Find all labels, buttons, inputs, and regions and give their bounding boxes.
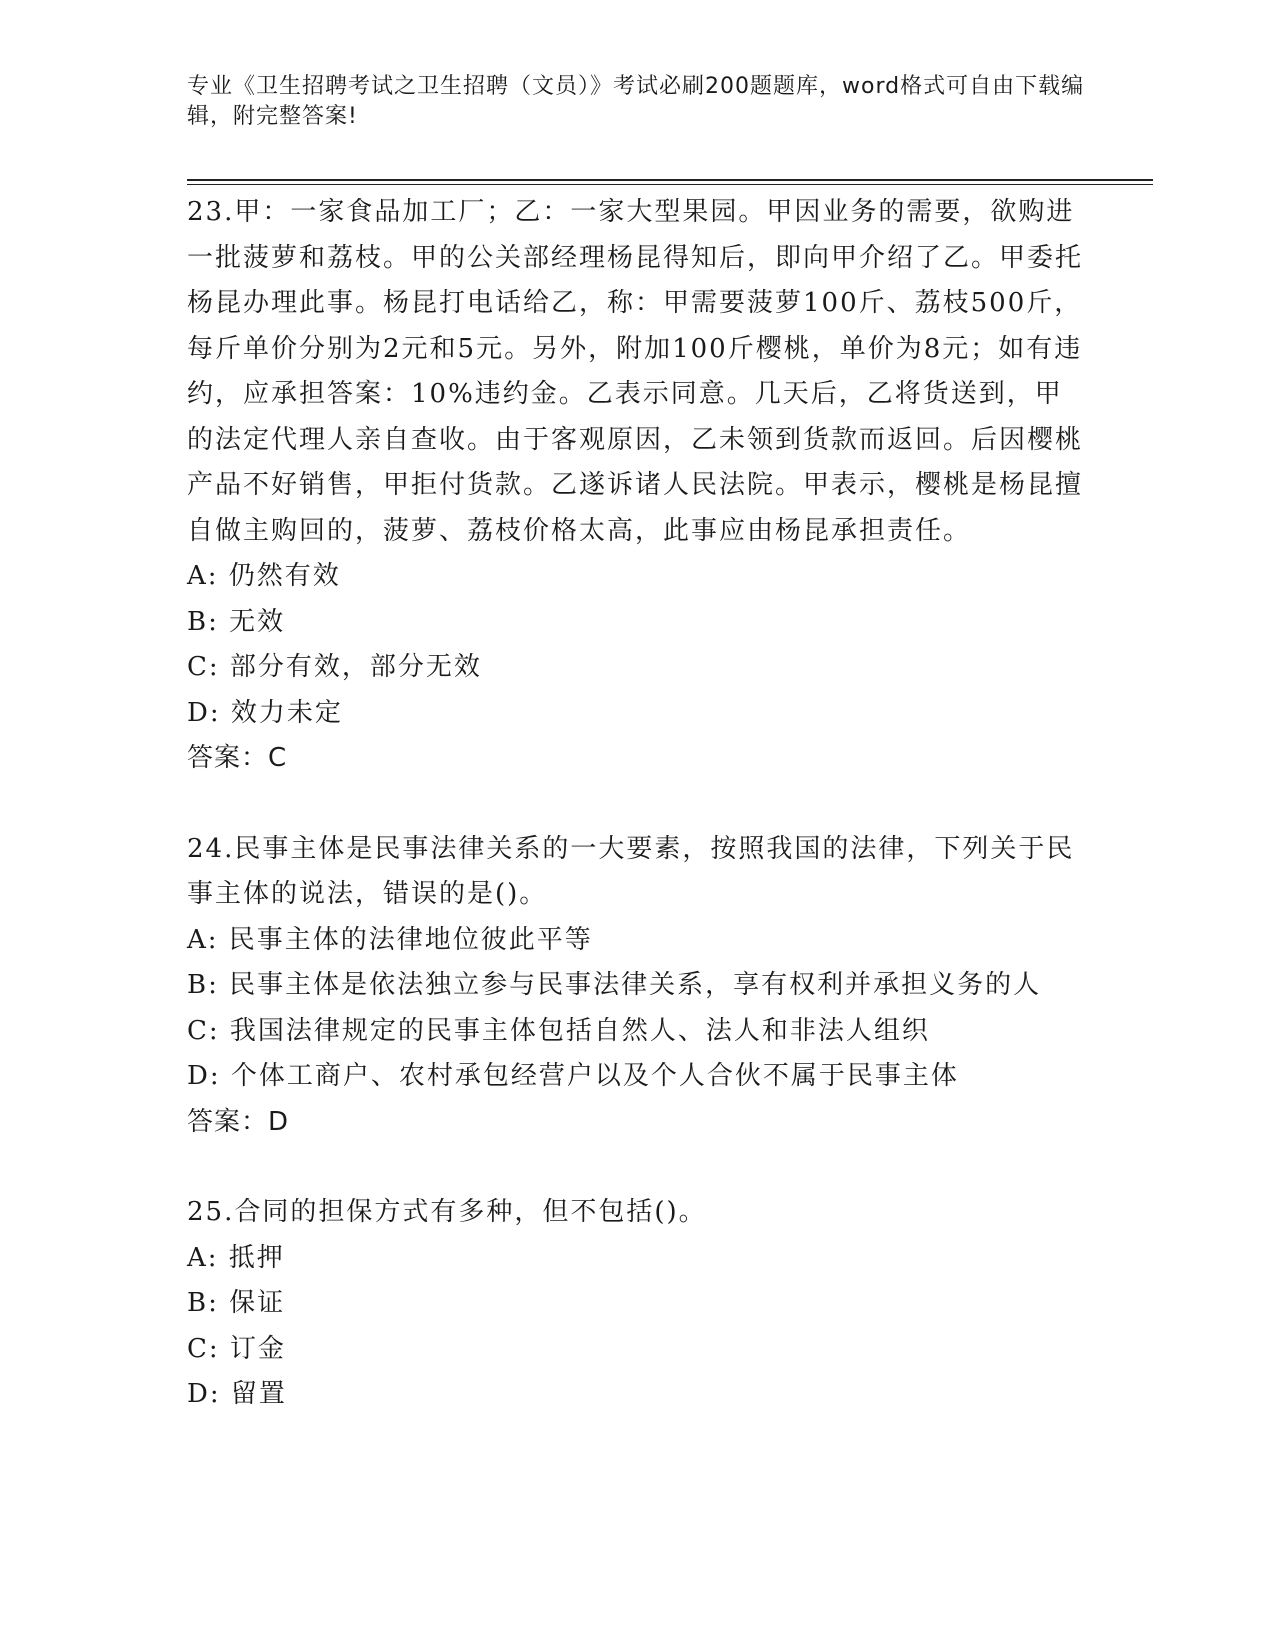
question-stem: 23.甲：一家食品加工厂；乙：一家大型果园。甲因业务的需要，欲购进一批菠萝和荔枝。甲的公关部经理杨昆得知后，即向甲介绍了乙。甲委托杨昆办理此事。杨昆打电话给乙，称：甲需要菠萝100斤、荔枝500斤，每斤单价分别为2元和5元。另外，附加100斤樱桃，单价为8元；如有违约，应承担答案：10%违约金。乙表示同意。几天后，乙将货送到，甲的法定代理人亲自查收。由于客观原因，乙未领到货款而返回。后因樱桃产品不好销售，甲拒付货款。乙遂诉诸人民法院。甲表示，樱桃是杨昆擅自做主购回的，菠萝、荔枝价格太高，此事应由杨昆承担责任。 <box>187 197 1084 546</box>
option-a: A: 民事主体的法律地位彼此平等 <box>187 924 593 955</box>
question-stem: 25.合同的担保方式有多种，但不包括()。 <box>187 1197 707 1227</box>
question-24 <box>187 827 1087 1146</box>
option-b: B: 民事主体是依法独立参与民事法律关系，享有权利并承担义务的人 <box>187 970 1042 1000</box>
option-d: D: 留置 <box>187 1379 287 1409</box>
option-c: C: 我国法律规定的民事主体包括自然人、法人和非法人组织 <box>187 1015 930 1046</box>
answer-line: 答案：C <box>187 743 288 773</box>
option-d: D: 个体工商户、农村承包经营户以及个人合伙不属于民事主体 <box>187 1061 959 1091</box>
answer-line: 答案：D <box>187 1106 290 1137</box>
document-header: 专业《卫生招聘考试之卫生招聘（文员）》考试必刷200题题库，word格式可自由下载编辑，附完整答案! <box>187 74 1085 129</box>
option-b: B: 无效 <box>187 606 286 637</box>
question-25 <box>187 1190 1087 1418</box>
header-rule-thick <box>187 179 1153 181</box>
option-c: C: 订金 <box>187 1333 286 1364</box>
option-d: D: 效力未定 <box>187 697 343 728</box>
question-spacer <box>187 782 1087 827</box>
option-a: A: 抵押 <box>187 1242 285 1273</box>
question-stem: 24.民事主体是民事法律关系的一大要素，按照我国的法律，下列关于民事主体的说法，错误的是()。 <box>187 833 1075 909</box>
option-c: C: 部分有效，部分无效 <box>187 652 482 682</box>
header-rule-thin <box>187 184 1153 185</box>
option-a: A: 仍然有效 <box>187 561 341 591</box>
option-b: B: 保证 <box>187 1288 286 1318</box>
question-spacer <box>187 1145 1087 1190</box>
question-23 <box>187 190 1087 782</box>
question-list <box>187 190 1087 1418</box>
